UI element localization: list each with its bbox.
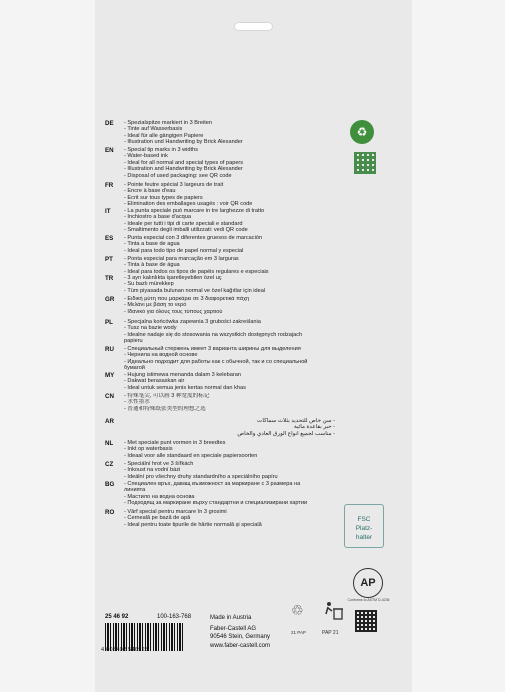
language-line: - Illustration und Handwriting by Brick Alexander	[124, 139, 243, 146]
language-line: - 3 ayrı kalınlıkta işaretleyebilen özel uç	[124, 275, 222, 281]
language-line: - Spezialspitze markiert in 3 Breiten	[124, 120, 212, 126]
language-line: - 普通和特殊纸张类型的理想之选	[124, 405, 206, 412]
trash-bin-icon	[323, 600, 345, 622]
language-code: DE	[105, 120, 114, 127]
language-line: - Ideaal voor alle standaard en speciale papiersoorten	[124, 452, 258, 459]
language-code: MY	[105, 372, 115, 379]
language-text	[124, 296, 335, 315]
sku: 25 46 92	[105, 614, 129, 620]
language-line: - Ideální pro všechny druhy standardního a speciálního papíru	[124, 473, 278, 480]
language-line: линията	[124, 487, 146, 494]
language-block-tr	[105, 275, 335, 294]
language-block-de	[105, 120, 335, 146]
language-line: - Cerneală pe bază de apă	[124, 515, 191, 522]
language-code: EN	[105, 147, 114, 154]
language-line: - Tinte auf Wasserbasis	[124, 126, 183, 133]
language-code: RU	[105, 346, 114, 353]
language-line: - Ideale per tutti i tipi di carte speciali e standard	[124, 220, 243, 227]
language-code: GR	[105, 296, 115, 303]
language-code: FR	[105, 182, 114, 189]
packaging-card	[95, 0, 412, 692]
language-line: - Inchiostro a base d'acqua	[124, 214, 191, 221]
language-code: RO	[105, 509, 115, 516]
hang-hole	[234, 22, 273, 31]
ap-logo-text: AP	[360, 577, 376, 589]
ap-seal-icon	[353, 568, 383, 598]
language-text	[124, 182, 335, 208]
language-block-my	[105, 372, 335, 391]
language-block-it	[105, 208, 335, 234]
language-line: - Inkoust na vodní bázi	[124, 467, 181, 474]
language-line: - Ideal für alle gängigen Papiere	[124, 132, 204, 139]
fsc-line1: FSC	[357, 516, 371, 523]
language-line: - Water-based ink	[124, 153, 168, 160]
language-line: - Special tip marks in 3 widths	[124, 147, 198, 153]
company: Faber-Castell AG	[210, 626, 257, 632]
language-line: - Punta especial con 3 diferentes gruesos de marcación	[124, 235, 263, 241]
language-code: AR	[105, 418, 114, 425]
language-block-ru	[105, 346, 335, 372]
language-block-ar	[105, 418, 335, 437]
language-line: - 特殊笔尖, 可以画 3 种宽度的标记	[124, 393, 210, 399]
language-text	[124, 481, 335, 507]
language-block-nl	[105, 440, 335, 459]
language-line: - La punta speciale può marcare in tre larghezze di tratto	[124, 208, 265, 214]
language-line: - Élimination des emballages usagés : voir QR code	[124, 201, 253, 208]
language-text	[124, 418, 335, 437]
language-line: - Ιδανικό για όλους τους τύπους χαρτιού	[124, 308, 223, 315]
language-text	[124, 256, 335, 275]
language-line: - Чернила на водной основе	[124, 352, 198, 359]
language-code: BG	[105, 481, 115, 488]
language-line: - Ideal para todo tipo de papel normal y especial	[124, 247, 244, 254]
language-text	[124, 275, 335, 294]
language-text	[124, 372, 335, 391]
article-code: 100-163-768	[157, 614, 192, 620]
language-code: CN	[105, 393, 114, 400]
language-line: papieru	[124, 338, 143, 345]
made-in: Made in Austria	[210, 615, 252, 621]
language-block-cn	[105, 393, 335, 412]
website-link[interactable]: www.faber-castell.com	[210, 643, 271, 649]
language-line: - Ideal para todos os tipos de papéis regulares e especiais	[124, 268, 269, 275]
pap-label: PAP 21	[322, 630, 339, 636]
language-code: PT	[105, 256, 113, 263]
language-line: - مناسب لجميع أنواع الورق العادي والخاص	[237, 430, 335, 437]
language-line: - Inkt op waterbasis	[124, 446, 173, 453]
language-block-ro	[105, 509, 335, 528]
language-line: - Идеально подходит для работы как с обычной, так и со специальной	[124, 358, 308, 365]
language-code: NL	[105, 440, 114, 447]
language-line: - Dakwat berasaskan air	[124, 378, 185, 385]
language-block-es	[105, 235, 335, 254]
language-line: - Μελάνι με βάση το νερό	[124, 302, 187, 309]
language-line: - Ideal pentru toate tipurile de hârtie normală și specială	[124, 521, 262, 528]
language-line: - Ponta especial para marcação em 3 larguras	[124, 256, 239, 262]
recycle-code	[291, 630, 306, 635]
language-line: - Мастило на водна основа	[124, 493, 195, 500]
language-line: - حبر بقاعدة مائية	[294, 424, 335, 431]
language-text	[124, 346, 335, 372]
language-line: - Idealne nadaje się do stosowania na wszystkich dostępnych rodzajach	[124, 331, 303, 338]
fsc-line2: Platz-	[355, 525, 373, 532]
language-line: - Ειδική μύτη που μαρκάρει σε 3 διαφορετικά πάχη	[124, 296, 250, 302]
fsc-placeholder	[344, 504, 384, 548]
language-block-gr	[105, 296, 335, 315]
qr-code-main[interactable]	[355, 610, 377, 632]
language-line: - Vârf special pentru marcare în 3 grosimi	[124, 509, 227, 515]
language-line: - Tusz na bazie wody	[124, 325, 177, 332]
language-block-pl	[105, 319, 335, 345]
language-text	[124, 461, 335, 480]
language-line: бумагой	[124, 365, 145, 372]
language-line: - Disposal of used packaging: see QR code	[124, 172, 232, 179]
language-text	[124, 208, 335, 234]
language-code: TR	[105, 275, 114, 282]
language-line: - Tinta a base de agua	[124, 241, 180, 248]
language-text	[124, 393, 335, 412]
eco-recycle-icon: ♻	[350, 120, 374, 144]
language-code: IT	[105, 208, 111, 215]
language-text	[124, 120, 335, 146]
recycle-code-pap: PAP	[297, 630, 306, 635]
recycle-code-num: 21	[291, 630, 297, 635]
language-block-fr	[105, 182, 335, 208]
language-line: - Specjalna końcówka zapewnia 3 grubości zakreślania	[124, 319, 261, 325]
language-line: - Illustration and Handwriting by Brick Alexander	[124, 166, 243, 173]
language-line: - Écrit sur tous types de papiers	[124, 194, 203, 201]
language-block-cz	[105, 461, 335, 480]
language-line: - Подходящ за маркиране върху стандартни и специализирани хартии	[124, 500, 308, 507]
language-code: ES	[105, 235, 114, 242]
language-block-bg	[105, 481, 335, 507]
language-line: - 水性墨水	[124, 399, 150, 406]
language-text	[124, 440, 335, 459]
language-line: - Ideal for all normal and special types of papers	[124, 159, 244, 166]
address: 90546 Stein, Germany	[210, 634, 271, 640]
language-line: - Tüm piyasada bulunan normal ve özel kağıtlar için ideal	[124, 287, 266, 294]
fsc-line3: halter	[355, 534, 373, 541]
language-line: - Ideal untuk semua jenis kertas normal dan khas	[124, 384, 246, 391]
language-text	[124, 509, 335, 528]
language-line: - سن خاص للتحديد بثلاث سماكات	[257, 418, 335, 424]
qr-code-disposal[interactable]	[354, 152, 376, 174]
language-code: CZ	[105, 461, 114, 468]
language-block-pt	[105, 256, 335, 275]
ap-caption: Conforms to ASTM D-4236	[347, 598, 390, 602]
language-block-en	[105, 147, 335, 179]
language-text	[124, 319, 335, 345]
language-line: - Smaltimento degli imballi utilizzati: vedi QR code	[124, 227, 248, 234]
language-text	[124, 147, 335, 179]
language-line: - Encre à base d'eau	[124, 188, 176, 195]
language-line: - Специален връх, даващ възможност за маркиране с 3 размера на	[124, 481, 301, 487]
language-line: - Speciální hrot ve 3 šířkách	[124, 461, 194, 467]
language-line: - Su bazlı mürekkep	[124, 281, 174, 288]
language-line: - Pointe feutre spécial 3 largeurs de trait	[124, 182, 224, 188]
language-line: - Tinta à base de água	[124, 262, 180, 269]
language-text	[124, 235, 335, 254]
language-line: - Hujung istimewa menanda dalam 3 kelebaran	[124, 372, 241, 378]
language-code: PL	[105, 319, 113, 326]
language-line: - Специальный стержень имеет 3 варианта ширины для выделения	[124, 346, 301, 352]
recycle-icon: ♲	[291, 602, 304, 618]
barcode-digits: 4 005402 546923	[101, 647, 149, 653]
language-line: - Met speciale punt vormen in 3 breedtes	[124, 440, 226, 446]
